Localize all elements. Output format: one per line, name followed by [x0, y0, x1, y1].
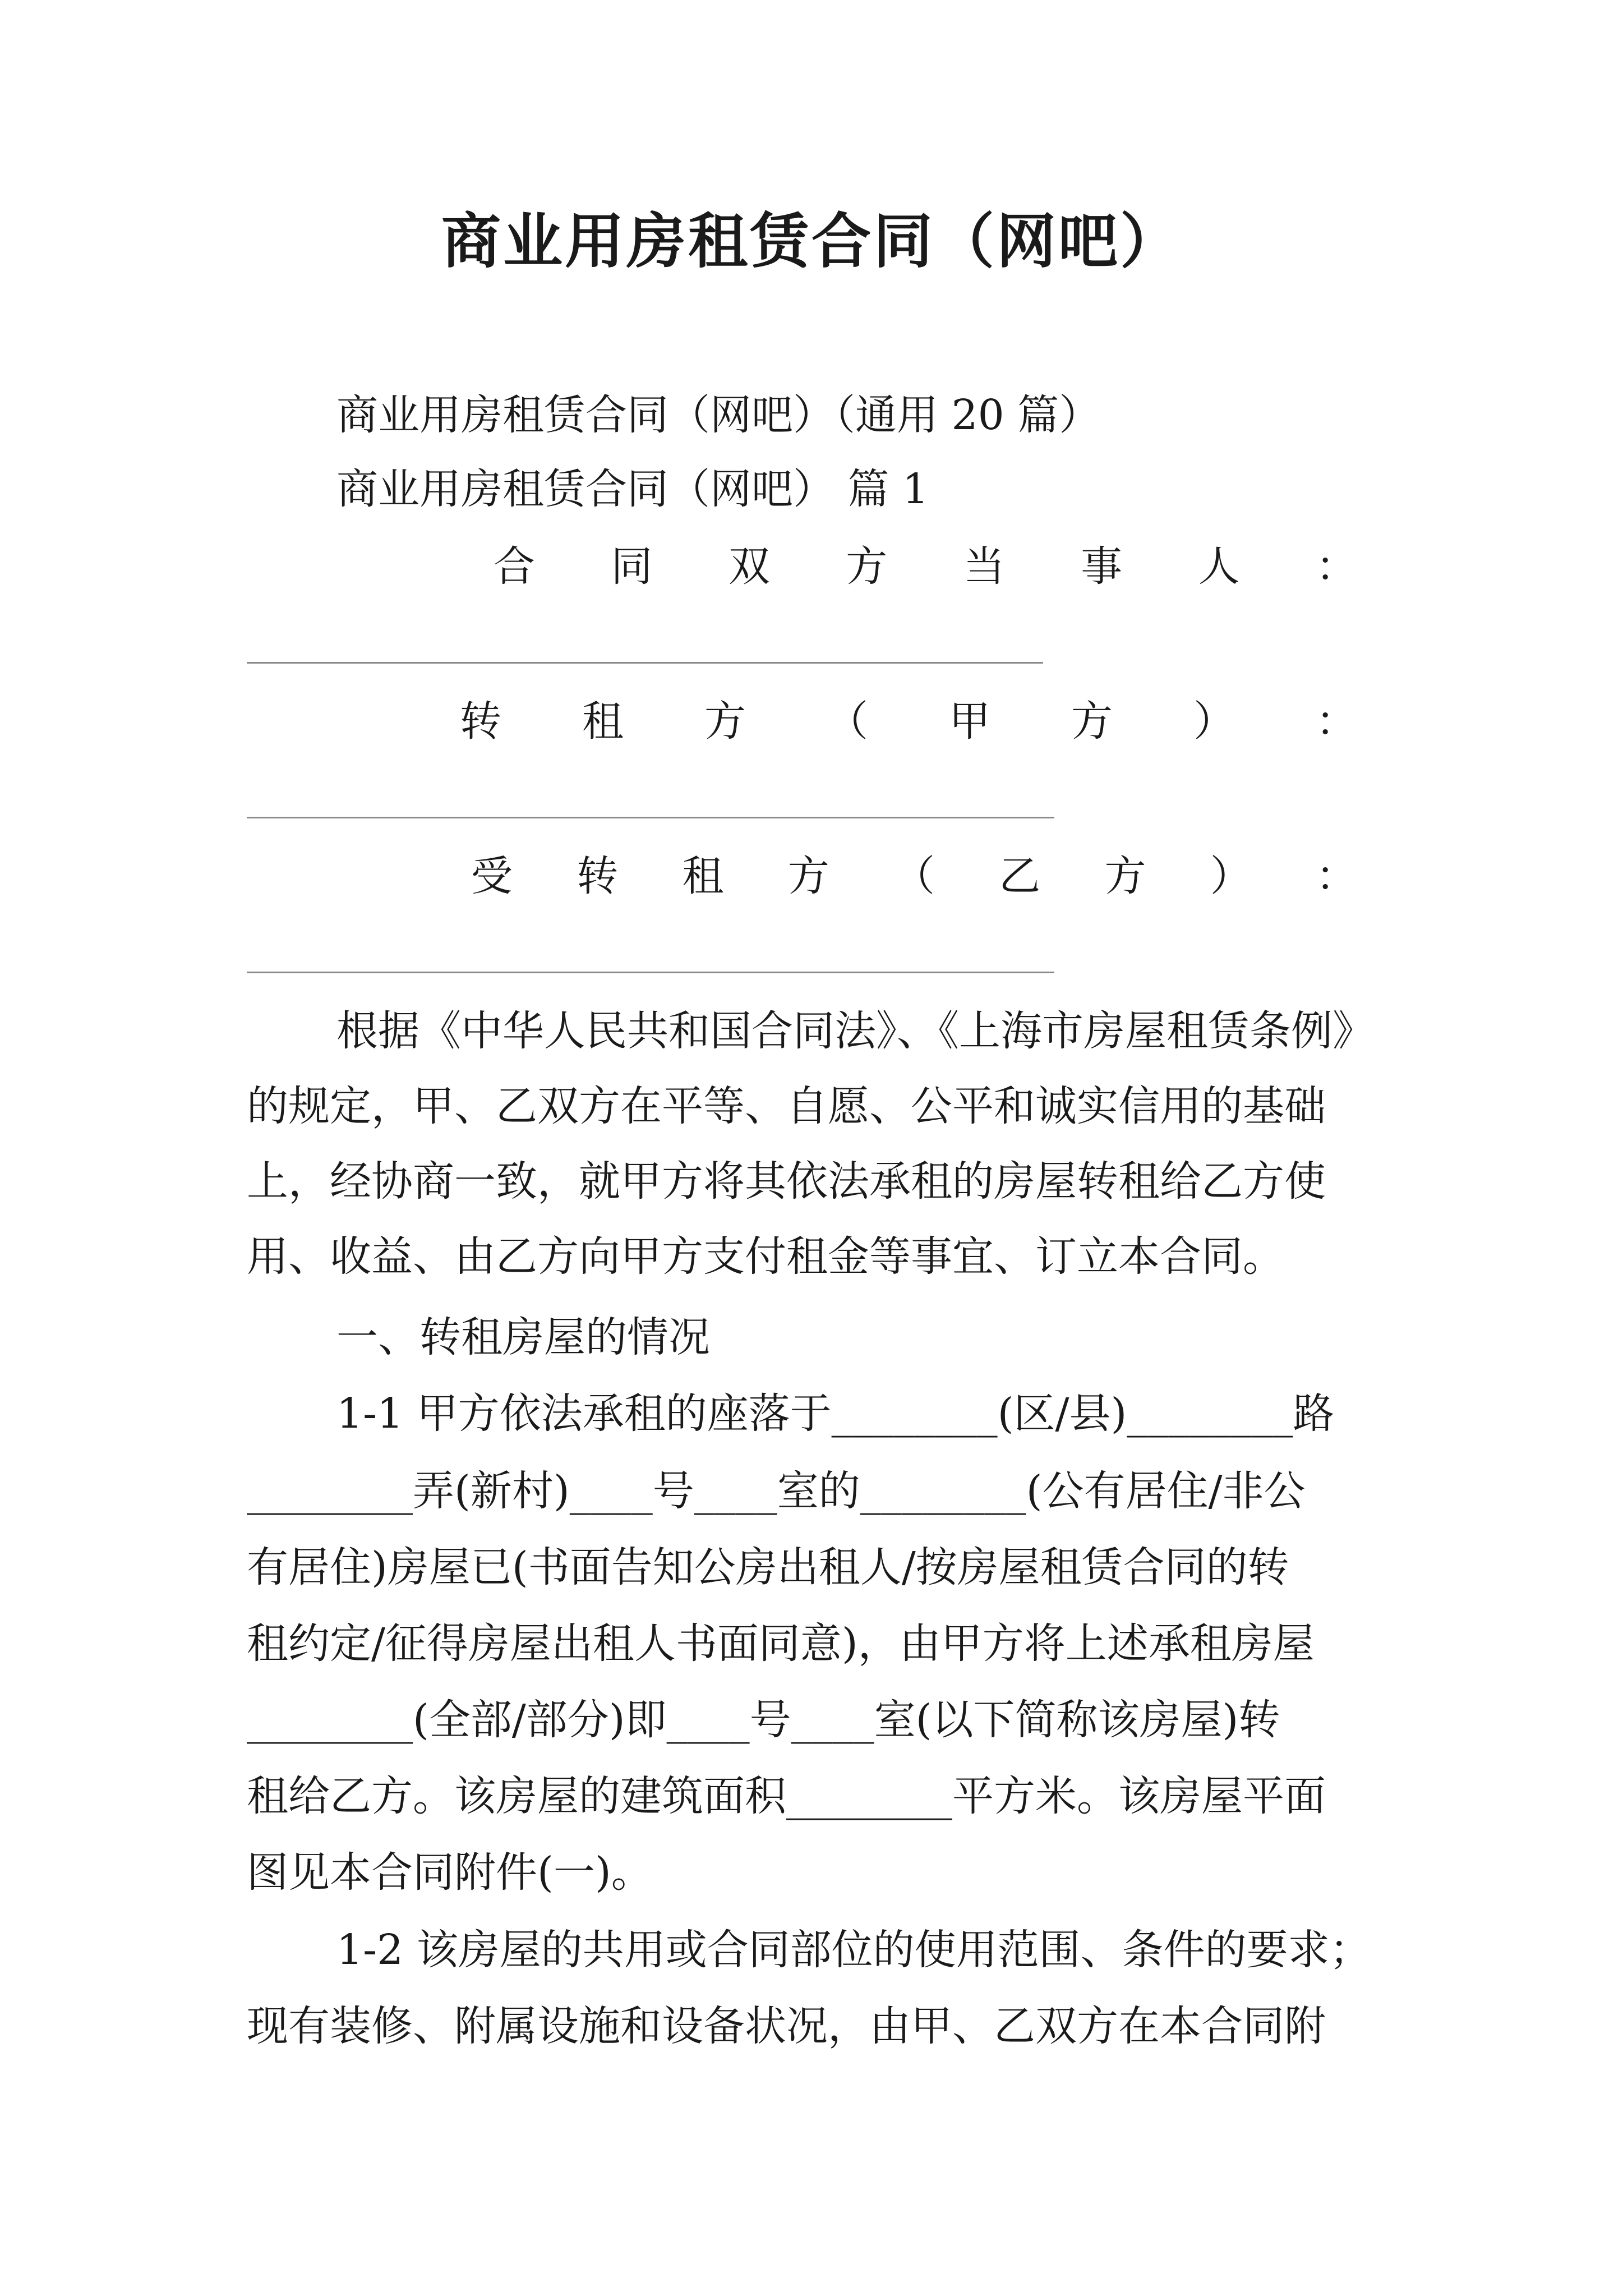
party-a-char: 甲	[949, 697, 990, 746]
paragraph-line: 现有装修、附属设施和设备状况，由甲、乙双方在本合同附	[247, 2002, 1326, 2050]
paragraph-line: 上，经协商一致，就甲方将其依法承租的房屋转租给乙方使	[247, 1157, 1326, 1205]
party-b-label	[471, 848, 1357, 904]
parties-heading-char: 方	[846, 542, 888, 591]
party-b-char: 方	[787, 852, 829, 900]
document-title: 商业用房租赁合同（网吧）	[441, 206, 1182, 276]
parties-heading-char: 人	[1198, 542, 1240, 591]
paragraph-line: 根据《中华人民共和国合同法》、《上海市房屋租赁条例》	[336, 1007, 1374, 1055]
parties-heading-char: 同	[611, 542, 653, 591]
party-b-char: 受	[471, 852, 513, 900]
signature-underline-party-a	[247, 817, 1054, 818]
party-b-char: 方	[1104, 852, 1146, 900]
paragraph-line: 1-1 甲方依法承租的座落于________(区/县)________路	[336, 1389, 1335, 1438]
party-b-char: 转	[577, 852, 619, 900]
subtitle-general: 商业用房租赁合同（网吧）（通用 20 篇）	[336, 391, 1101, 439]
party-a-char: ：	[1316, 697, 1357, 746]
party-a-char: ）	[1193, 697, 1235, 746]
party-b-char: 乙	[999, 852, 1041, 900]
parties-heading	[494, 539, 1357, 595]
paragraph-line: ________弄(新村)____号____室的________(公有居住/非公	[247, 1467, 1306, 1515]
paragraph-line: 租约定/征得房屋出租人书面同意)，由甲方将上述承租房屋	[247, 1619, 1315, 1668]
signature-underline-party-b	[247, 972, 1054, 973]
section-heading: 一、转租房屋的情况	[336, 1313, 710, 1361]
parties-heading-char: 当	[963, 542, 1005, 591]
party-b-char: 租	[682, 852, 724, 900]
paragraph-line: 租给乙方。该房屋的建筑面积________平方米。该房屋平面	[247, 1772, 1326, 1820]
paragraph-line: 图见本合同附件(一)。	[247, 1848, 653, 1897]
parties-heading-char: 事	[1081, 542, 1123, 591]
paragraph-line: 的规定，甲、乙双方在平等、自愿、公平和诚实信用的基础	[247, 1082, 1326, 1130]
party-a-label	[460, 693, 1357, 749]
party-b-char: （	[893, 852, 935, 900]
paragraph-line: 用、收益、由乙方向甲方支付租金等事宜、订立本合同。	[247, 1232, 1284, 1281]
party-a-char: 转	[460, 697, 501, 746]
paragraph-line: ________(全部/部分)即____号____室(以下简称该房屋)转	[247, 1696, 1280, 1744]
party-b-char: ：	[1316, 852, 1357, 900]
party-a-char: 方	[1071, 697, 1113, 746]
signature-underline-parties	[247, 662, 1043, 664]
parties-heading-char: ：	[1315, 542, 1357, 591]
party-a-char: 租	[582, 697, 624, 746]
party-b-char: ）	[1210, 852, 1252, 900]
party-a-char: 方	[704, 697, 746, 746]
subtitle-part: 商业用房租赁合同（网吧） 篇 1	[336, 465, 929, 513]
paragraph-line: 有居住)房屋已(书面告知公房出租人/按房屋租赁合同的转	[247, 1543, 1289, 1591]
paragraph-line: 1-2 该房屋的共用或合同部位的使用范围、条件的要求；	[336, 1926, 1371, 1974]
parties-heading-char: 合	[494, 542, 535, 591]
party-a-char: （	[827, 697, 868, 746]
parties-heading-char: 双	[728, 542, 770, 591]
